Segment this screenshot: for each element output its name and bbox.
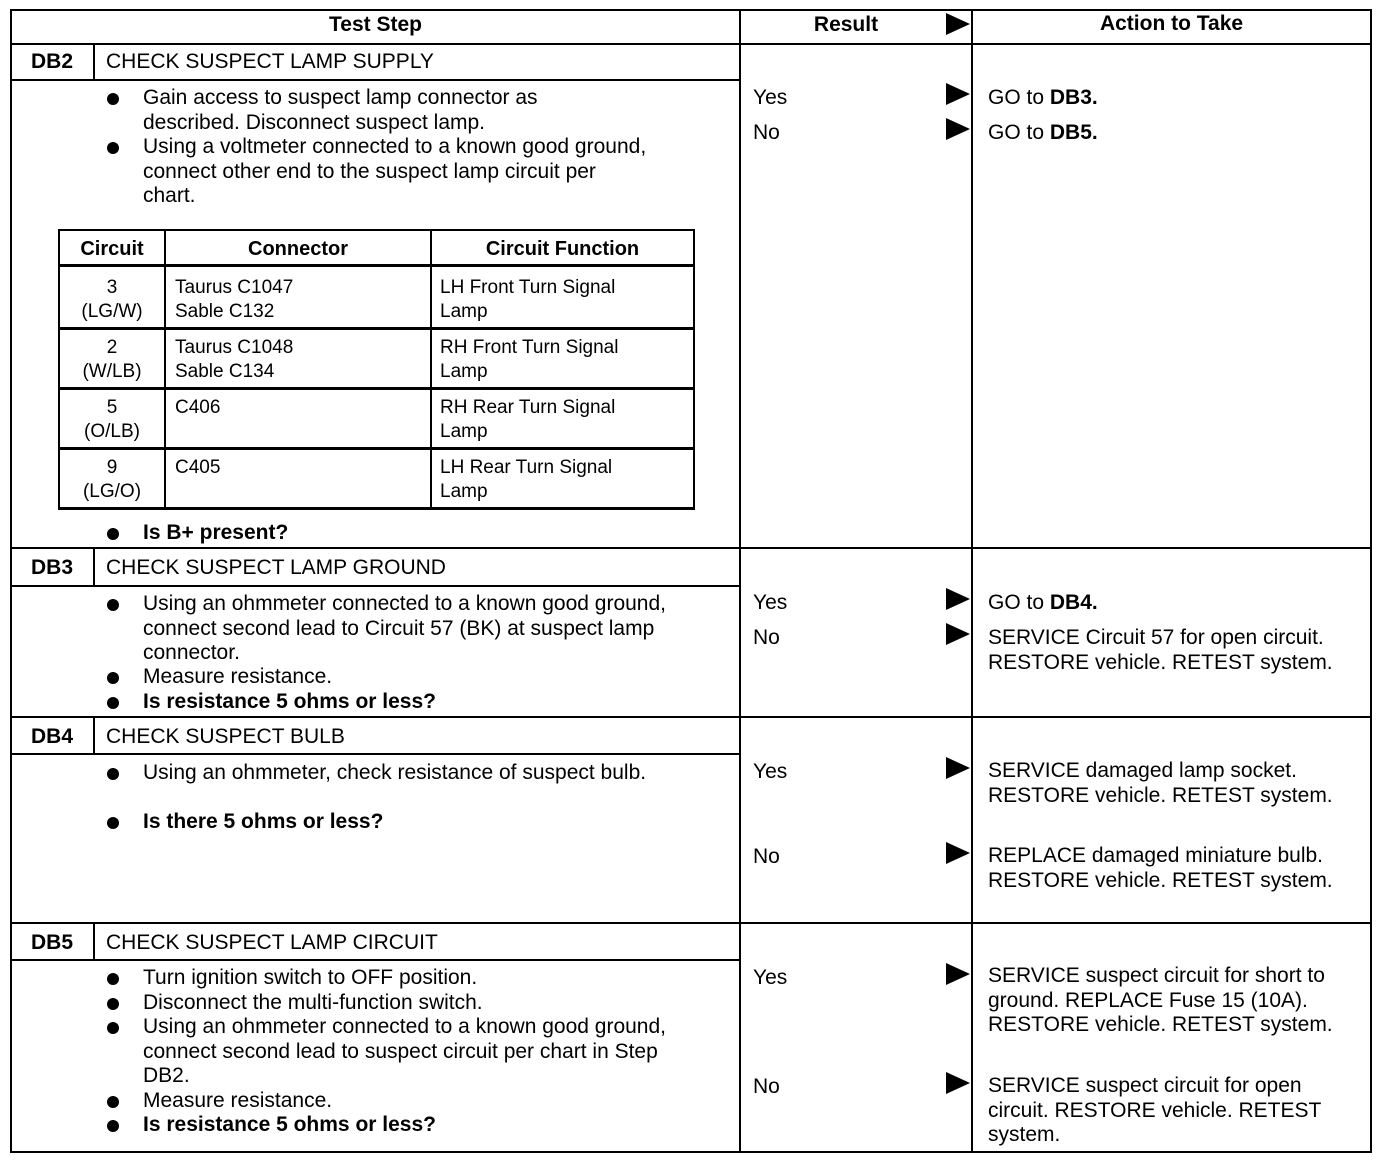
border-top (10, 9, 1372, 11)
ct-connector: Sable C132 (175, 301, 275, 322)
action-text: GO to (988, 86, 1050, 109)
header-arrow-icon (946, 13, 970, 35)
ct-row-border (58, 447, 695, 450)
ct-header-bottom (58, 264, 695, 267)
step-id: DB2 (30, 50, 73, 73)
action: SERVICE damaged lamp socket. RESTORE vehicle. RETEST system. (988, 759, 1333, 807)
ct-circuit-code: (O/LB) (84, 421, 140, 442)
ct-circuit-number: 3 (106, 277, 118, 298)
ct-connector: Taurus C1048 (175, 337, 294, 358)
arrow-icon (946, 842, 970, 864)
arrow-icon (946, 588, 970, 610)
step-id: DB5 (30, 931, 73, 954)
step-separator (10, 547, 1372, 549)
result-column-divider (971, 9, 973, 1153)
ct-function: Lamp (440, 361, 488, 382)
title-underline (10, 79, 741, 81)
instruction: Using an ohmmeter, check resistance of suspect bulb. (143, 761, 647, 784)
ct-circuit-code: (LG/W) (81, 301, 143, 322)
ct-border-top (58, 229, 695, 231)
action (988, 86, 1368, 111)
ct-border-right (693, 229, 695, 510)
result-no: No (753, 1075, 780, 1098)
header-bottom-border (10, 43, 1372, 45)
ct-function: Lamp (440, 481, 488, 502)
action-step-ref: DB5. (1049, 121, 1098, 144)
arrow-icon (946, 757, 970, 779)
ct-col-divider (430, 229, 432, 510)
ct-function: RH Front Turn Signal (440, 337, 619, 358)
border-left (10, 9, 12, 1153)
bullet-icon (104, 89, 120, 105)
arrow-icon (946, 623, 970, 645)
ct-row-border (58, 327, 695, 330)
header-test-step: Test Step (329, 13, 422, 36)
result-yes: Yes (753, 966, 788, 989)
bullet-icon (104, 1116, 120, 1132)
step-id: DB3 (30, 556, 73, 579)
circuit-table (58, 229, 695, 510)
ct-connector: C406 (175, 397, 221, 418)
bullet-icon (104, 138, 120, 154)
result-yes: Yes (753, 86, 788, 109)
title-underline (10, 753, 741, 755)
bullet-icon (104, 813, 120, 829)
arrow-icon (946, 1072, 970, 1094)
bullet-icon (104, 668, 120, 684)
action (988, 591, 1368, 616)
step-title: CHECK SUSPECT LAMP GROUND (106, 556, 446, 579)
step-id-divider (93, 547, 95, 587)
instruction: Measure resistance. (143, 665, 333, 688)
action: SERVICE Circuit 57 for open circuit. RESTORE vehicle. RETEST system. (988, 626, 1333, 674)
ct-circuit-number: 9 (106, 457, 118, 478)
action: REPLACE damaged miniature bulb. RESTORE vehicle. RETEST system. (988, 844, 1333, 892)
bullet-icon (104, 595, 120, 611)
title-underline (10, 585, 741, 587)
result-yes: Yes (753, 760, 788, 783)
instruction: Using an ohmmeter connected to a known good ground, connect second lead to Circuit 57 (BK) at suspect lamp connector. (143, 592, 667, 664)
question: Is resistance 5 ohms or less? (143, 690, 436, 713)
action-text: GO to (988, 121, 1050, 144)
step-id-divider (93, 43, 95, 81)
ct-circuit-number: 2 (106, 337, 118, 358)
result-yes: Yes (753, 591, 788, 614)
action: SERVICE suspect circuit for open circuit. RESTORE vehicle. RETEST system. (988, 1074, 1321, 1146)
step-id-divider (93, 922, 95, 961)
result-no: No (753, 845, 780, 868)
step-separator (10, 922, 1372, 924)
bullet-icon (104, 764, 120, 780)
ct-header-function: Circuit Function (485, 238, 640, 260)
step-title: CHECK SUSPECT BULB (106, 725, 345, 748)
bullet-icon (104, 693, 120, 709)
border-bottom (10, 1151, 1372, 1153)
instruction: Using a voltmeter connected to a known good ground, connect other end to the suspect lamp circuit per chart. (143, 135, 647, 207)
question: Is B+ present? (143, 521, 289, 544)
arrow-icon (946, 963, 970, 985)
bullet-icon (104, 1092, 120, 1108)
ct-function: LH Rear Turn Signal (440, 457, 613, 478)
step-id-divider (93, 716, 95, 755)
step-separator (10, 716, 1372, 718)
test-step-column-divider (739, 9, 741, 1153)
ct-border-bottom (58, 507, 695, 510)
action-text: GO to (988, 591, 1050, 614)
ct-connector: Sable C134 (175, 361, 275, 382)
ct-header-circuit: Circuit (80, 238, 144, 260)
instruction: Measure resistance. (143, 1089, 333, 1112)
action-step-ref: DB4. (1049, 591, 1098, 614)
ct-col-divider (164, 229, 166, 510)
header-action: Action to Take (1099, 12, 1244, 35)
ct-connector: Taurus C1047 (175, 277, 294, 298)
step-title: CHECK SUSPECT LAMP SUPPLY (106, 50, 434, 73)
result-no: No (753, 121, 780, 144)
ct-circuit-code: (LG/O) (82, 481, 142, 502)
header-result: Result (813, 13, 879, 36)
border-right (1370, 9, 1372, 1153)
arrow-icon (946, 118, 970, 140)
instruction: Disconnect the multi-function switch. (143, 991, 483, 1014)
instruction: Using an ohmmeter connected to a known good ground, connect second lead to suspect circuit per chart in Step DB2. (143, 1015, 667, 1087)
ct-function: Lamp (440, 421, 488, 442)
instruction: Gain access to suspect lamp connector as described. Disconnect suspect lamp. (143, 86, 538, 134)
ct-function: LH Front Turn Signal (440, 277, 616, 298)
arrow-icon (946, 83, 970, 105)
ct-function: Lamp (440, 301, 488, 322)
question: Is resistance 5 ohms or less? (143, 1113, 436, 1136)
bullet-icon (104, 994, 120, 1010)
ct-circuit-code: (W/LB) (82, 361, 142, 382)
instruction: Turn ignition switch to OFF position. (143, 966, 478, 989)
bullet-icon (104, 1018, 120, 1034)
ct-row-border (58, 387, 695, 390)
action: SERVICE suspect circuit for short to ground. REPLACE Fuse 15 (10A). RESTORE vehicle. RETEST system. (988, 964, 1333, 1036)
step-id: DB4 (30, 725, 73, 748)
ct-header-connector: Connector (248, 238, 348, 260)
action (988, 121, 1368, 146)
ct-connector: C405 (175, 457, 221, 478)
ct-function: RH Rear Turn Signal (440, 397, 616, 418)
action-step-ref: DB3. (1049, 86, 1098, 109)
ct-circuit-number: 5 (106, 397, 118, 418)
title-underline (10, 959, 741, 961)
question: Is there 5 ohms or less? (143, 810, 384, 833)
result-no: No (753, 626, 780, 649)
step-title: CHECK SUSPECT LAMP CIRCUIT (106, 931, 438, 954)
bullet-icon (104, 969, 120, 985)
bullet-icon (104, 524, 120, 540)
